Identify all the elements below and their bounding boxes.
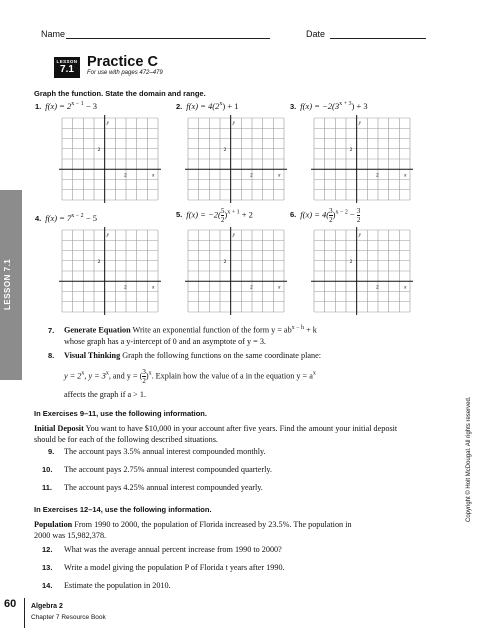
side-tab-label: LESSON 7.1 (3, 258, 12, 310)
coordinate-grid-6[interactable] (310, 226, 414, 316)
section-heading-1: In Exercises 9–11, use the following information. (34, 409, 207, 418)
instruction: Graph the function. State the domain and range. (34, 89, 206, 98)
question-7: 7. Generate Equation Write an exponential function of the form $y = ab^{x - h} + k$ whose graph has a y-intercept of 0 and an asymptote of y = 3. (48, 325, 317, 346)
y-tick-label: 2 (223, 146, 227, 153)
x-axis-label: x (152, 284, 155, 291)
coordinate-grid-1[interactable] (58, 114, 162, 204)
question-9: 9. The account pays 3.5% annual interest compounded monthly. (48, 447, 266, 456)
lesson-badge-top: LESSON (56, 59, 78, 64)
name-line[interactable] (66, 38, 270, 39)
y-tick-label: 2 (223, 258, 227, 265)
name-label: Name (41, 29, 66, 39)
coordinate-grid-3[interactable] (310, 114, 414, 204)
section-heading-2: In Exercises 12–14, use the following information. (34, 505, 212, 514)
exercise-3: 3. $f(x) = -2(3^{x + 3}) + 3$ (290, 101, 368, 111)
coordinate-grid-2[interactable] (184, 114, 288, 204)
question-13: 13. Write a model giving the population P of Florida t years after 1990. (42, 563, 285, 572)
y-axis-label: y (358, 120, 362, 126)
question-11: 11. The account pays 4.25% annual interest compounded yearly. (42, 483, 263, 492)
coordinate-grid-5[interactable] (184, 226, 288, 316)
question-8: 8. Visual Thinking Graph the following functions on the same coordinate plane: (48, 351, 321, 360)
y-axis-label: y (232, 120, 236, 126)
date-line[interactable] (330, 38, 426, 39)
x-tick-label: 2 (250, 284, 253, 291)
x-tick-label: 2 (250, 172, 253, 179)
question-14: 14. Estimate the population in 2010. (42, 581, 171, 590)
initial-deposit-text: Initial Deposit You want to have $10,000 in your account after five years. Find the amount your initial deposit should be for each of the following described situations. (34, 424, 398, 444)
x-tick-label: 2 (124, 172, 127, 179)
y-axis-label: y (106, 232, 110, 238)
question-12: 12. What was the average annual percent increase from 1990 to 2000? (42, 545, 282, 554)
y-axis-label: y (106, 120, 110, 126)
y-tick-label: 2 (349, 146, 353, 153)
y-tick-label: 2 (97, 146, 101, 153)
question-8-functions: $y = 2^x$, $y = 3^x$, and y = ( $\frac{3}{2}$ )$^x$. Explain how the value of a in the equation $y = a^x$ (64, 368, 316, 385)
x-tick-label: 2 (376, 284, 379, 291)
x-tick-label: 2 (376, 172, 379, 179)
exercise-6: 6. f(x) = 4( $\frac{3}{2}$ )$^{x - 2}$ − $\frac{3}{2}$ (290, 207, 361, 224)
exercise-1: 1. $f(x) = 2^{x - 1} - 3$ (35, 101, 97, 111)
footer-book: Algebra 2 (31, 603, 63, 610)
y-axis-label: y (232, 232, 236, 238)
footer-divider (24, 598, 25, 628)
y-tick-label: 2 (97, 258, 101, 265)
exercise-2: 2. $f(x) = 4(2^x) + 1$ (176, 101, 239, 111)
x-axis-label: x (404, 172, 407, 179)
lesson-badge-number: 7.1 (60, 64, 74, 75)
page-subtitle: For use with pages 472–479 (87, 70, 163, 76)
footer-resource: Chapter 7 Resource Book (31, 614, 106, 621)
question-8-tail: affects the graph if a > 1. (64, 390, 146, 399)
lesson-badge (54, 57, 80, 78)
page-number: 60 (4, 598, 17, 610)
exercise-5: 5. f(x) = −2( $\frac{5}{2}$ )$^{x + 1}$ + 2 (176, 207, 253, 224)
x-tick-label: 2 (124, 284, 127, 291)
x-axis-label: x (278, 284, 281, 291)
y-tick-label: 2 (349, 258, 353, 265)
y-axis-label: y (358, 232, 362, 238)
side-tab (0, 190, 22, 380)
copyright: Copyright © Holt McDougal. All rights reserved. (466, 396, 472, 522)
question-10: 10. The account pays 2.75% annual interest compounded quarterly. (42, 465, 272, 474)
coordinate-grid-4[interactable] (58, 226, 162, 316)
population-text: Population From 1990 to 2000, the population of Florida increased by 23.5%. The population in 2000 was 15,982,378. (34, 520, 352, 540)
page-title: Practice C (87, 54, 158, 70)
x-axis-label: x (152, 172, 155, 179)
x-axis-label: x (404, 284, 407, 291)
x-axis-label: x (278, 172, 281, 179)
date-label: Date (306, 29, 326, 39)
exercise-4: 4. $f(x) = 7^{x - 2} - 5$ (35, 213, 97, 223)
